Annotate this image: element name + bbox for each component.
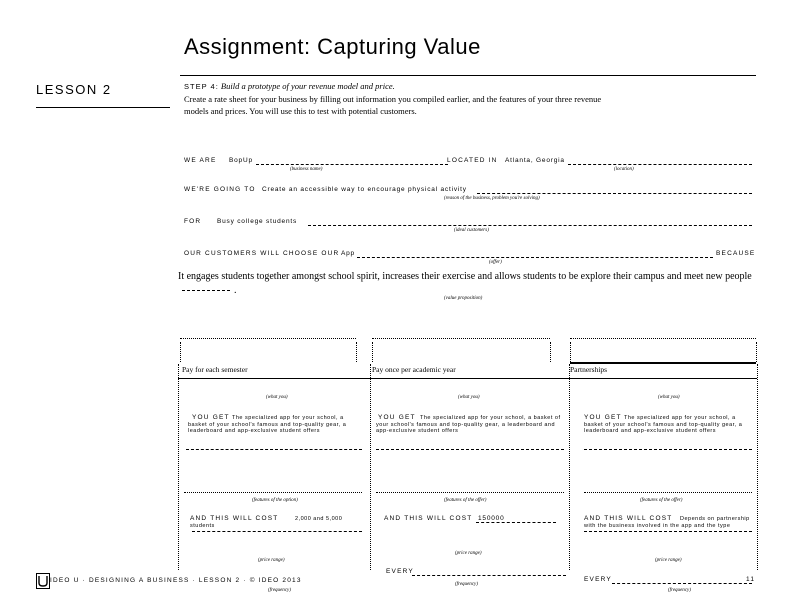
col3-features-line (584, 449, 752, 450)
located-in-label: LOCATED IN (447, 157, 498, 164)
col3-top-line (570, 338, 756, 339)
col1-features-value[interactable]: The specialized app for your school, a basket of your school's famous and top-quality gear, a leaderboard and app-exclusive student offers (188, 415, 347, 434)
col2-features-line (376, 449, 564, 450)
benefit-value: It engages students together amongst school spirit, increases their exercise and allows students to be explore their campus and meet new people (178, 271, 752, 282)
step-body: Create a rate sheet for your business by filling out information you compiled earlier, and the features of your three revenue models and prices. You will use this to test with potential customers. (184, 94, 602, 116)
location-caption: (location) (614, 167, 634, 172)
col3-every-label: EVERY (584, 576, 612, 583)
col1-right-edge (356, 342, 357, 362)
col3-features-value[interactable]: The specialized app for your school, a basket of your school's famous and top-quality gear, a leaderboard and app-exclusive student offers (584, 415, 743, 434)
col1-price-caption: (price range) (258, 558, 285, 563)
offer-line (357, 257, 713, 258)
choose-label: OUR CUSTOMERS WILL CHOOSE OUR (184, 250, 340, 257)
page-number: 11 (746, 576, 756, 583)
frame-left (178, 364, 179, 570)
col2-cost-label: AND THIS WILL COST (384, 515, 473, 522)
col2-features-value[interactable]: The specialized app for your school, a basket of your school's famous and top-quality gear, a leaderboard and app-exclusive student offers (376, 415, 561, 434)
col3-cost-line (584, 531, 752, 532)
heading-row-rule (178, 378, 757, 379)
col1-top-line (180, 338, 356, 339)
customers-line (308, 225, 752, 226)
col3-cost-value[interactable]: Depends on partnership with the business involved in the app and the type (584, 516, 750, 529)
col3-left-edge (570, 342, 571, 362)
because-label: BECAUSE (716, 250, 756, 257)
col2-cost-line (476, 522, 556, 523)
page-title: Assignment: Capturing Value (184, 34, 481, 59)
col2-heading[interactable]: Pay once per academic year (372, 365, 456, 374)
benefit-line (182, 290, 230, 291)
footer-program: IDEO U · DESIGNING A BUSINESS · LESSON 2 · © IDEO 2013 (50, 577, 302, 584)
step-heading: Build a prototype of your revenue model and price. (220, 81, 395, 91)
col3-features-caption: (features of the offer) (640, 498, 683, 503)
col2-frequency-line (412, 575, 566, 576)
step-instructions (184, 80, 624, 117)
benefit-end: . (234, 285, 237, 296)
business-name-value[interactable]: BopUp (229, 157, 253, 164)
mission-value[interactable]: Create an accessible way to encourage physical activity (262, 186, 467, 193)
col2-features-extra-line (376, 492, 564, 493)
col2-right-edge (550, 342, 551, 362)
col3-cost-label: AND THIS WILL COST (584, 515, 673, 522)
col2-price-caption: (price range) (455, 551, 482, 556)
frame-divider-2 (569, 364, 570, 570)
col1-cost-label: AND THIS WILL COST (190, 515, 279, 522)
col1-features-extra-line (184, 492, 362, 493)
business-name-caption: (business name) (290, 167, 323, 172)
going-to-label: WE'RE GOING TO (184, 186, 256, 193)
col3-price-caption: (price range) (655, 558, 682, 563)
ideo-u-logo-icon (36, 573, 50, 589)
col3-heading[interactable]: Partnerships (570, 365, 608, 374)
col2-top-line (372, 338, 550, 339)
col2-every-label: EVERY (386, 568, 414, 575)
frame-divider-1 (370, 364, 371, 570)
col3-frequency-line (612, 583, 752, 584)
offer-value[interactable]: App (341, 250, 355, 257)
col1-frequency-caption: (frequency) (268, 588, 291, 593)
mission-line (477, 193, 752, 194)
col2-you-get-label: YOU GET (378, 414, 416, 421)
for-label: FOR (184, 218, 202, 225)
col1-heading[interactable]: Pay for each semester (182, 365, 248, 374)
col3-model-caption: (what you) (658, 395, 680, 400)
offer-caption: (offer) (489, 260, 502, 265)
value-caption: (value proposition) (444, 296, 483, 301)
location-line (568, 164, 752, 165)
title-rule (180, 75, 756, 76)
lesson-label: LESSON 2 (36, 82, 112, 97)
lesson-rule (36, 107, 170, 108)
col3-frequency-caption: (frequency) (668, 588, 691, 593)
col1-model-caption: (what you) (266, 395, 288, 400)
customers-value[interactable]: Busy college students (217, 218, 298, 225)
col2-model-caption: (what you) (458, 395, 480, 400)
col2-features-caption: (features of the offer) (444, 498, 487, 503)
col3-right-edge (756, 342, 757, 362)
col2-frequency-caption: (frequency) (455, 582, 478, 587)
location-value[interactable]: Atlanta, Georgia (505, 157, 565, 164)
col3-you-get-label: YOU GET (584, 414, 622, 421)
col1-features-caption: (features of the option) (252, 498, 298, 503)
col3-heading-rule (570, 362, 756, 364)
col2-left-edge (372, 342, 373, 362)
col3-features-extra-line (584, 492, 752, 493)
business-name-line (256, 164, 448, 165)
col2-cost-value[interactable]: 150000 (478, 515, 505, 522)
col1-you-get-label: YOU GET (192, 414, 230, 421)
col1-left-edge (180, 342, 181, 362)
frame-right (757, 364, 758, 570)
customers-caption: (ideal customers) (454, 228, 489, 233)
col1-features-line (186, 449, 362, 450)
we-are-label: WE ARE (184, 157, 217, 164)
col1-cost-value[interactable]: 2,000 and 5,000 students (190, 516, 343, 529)
mission-caption: (reason of the business, problem you're solving) (444, 196, 540, 201)
col1-cost-line (192, 531, 362, 532)
value-proposition-text[interactable] (178, 270, 778, 298)
step-label: STEP 4: (184, 82, 219, 91)
